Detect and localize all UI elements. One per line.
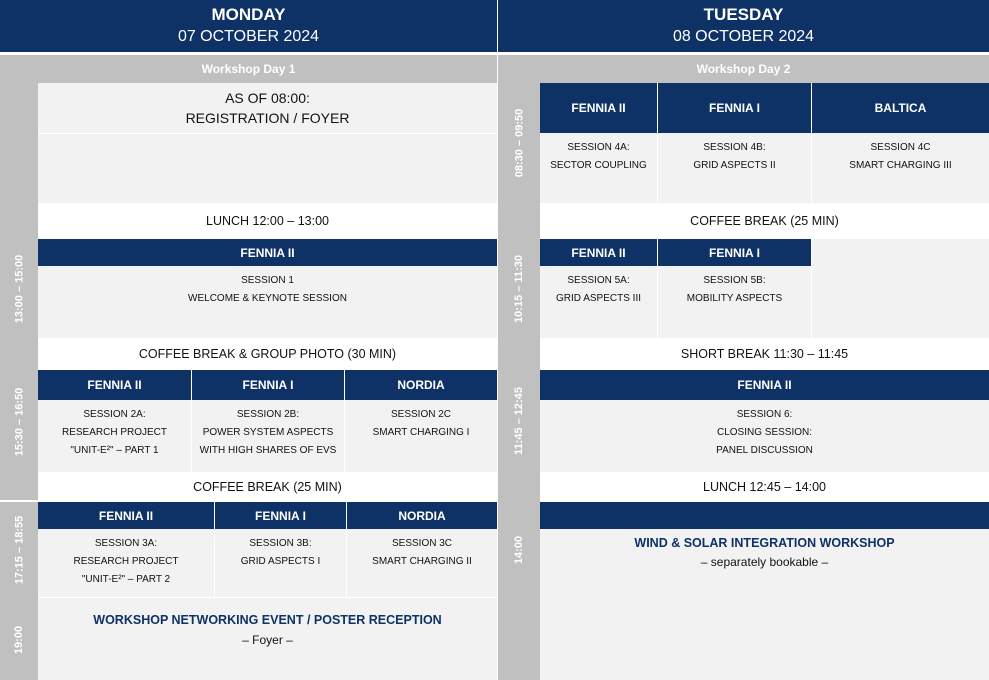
session-2c-line-2: SMART CHARGING I [372, 427, 470, 438]
tuesday-time-slot-1 [498, 83, 540, 203]
session-2b-line-3: WITH HIGH SHARES OF EVS [199, 445, 337, 456]
monday-coffee-break-1-label: COFFEE BREAK & GROUP PHOTO (30 MIN) [138, 347, 397, 361]
tuesday-time-label-1: 08:30 – 09:50 [513, 108, 525, 178]
session-3c-room [347, 502, 497, 529]
session-2a-cell [38, 400, 191, 472]
registration-cell [38, 83, 497, 133]
session-4b-line-2: GRID ASPECTS II [693, 160, 776, 171]
session-5-empty-cell [812, 239, 989, 338]
session-3a-room [38, 502, 214, 529]
tuesday-lunch [540, 472, 989, 502]
monday-workshop-day-bar [0, 55, 497, 83]
tuesday-day-name: TUESDAY [703, 5, 784, 24]
session-5b-room-label: FENNIA I [709, 245, 760, 260]
session-1-room-label: FENNIA II [240, 245, 295, 260]
session-6-line-2: CLOSING SESSION: [716, 427, 813, 438]
monday-date: 07 OCTOBER 2024 [177, 28, 320, 45]
session-4b-line-1: SESSION 4B: [703, 142, 766, 153]
workshop-header-bar [540, 502, 989, 529]
session-1-line-2: WELCOME & KEYNOTE SESSION [188, 293, 347, 304]
tuesday-header [498, 0, 989, 52]
tuesday-short-break-label: SHORT BREAK 11:30 – 11:45 [680, 347, 849, 361]
session-5a-room-label: FENNIA II [571, 245, 626, 260]
monday-lunch [38, 203, 497, 239]
session-4b-cell [658, 133, 811, 203]
session-2b-cell [192, 400, 344, 472]
monday-time-slot-evening [0, 600, 38, 680]
tuesday-coffee-break-label: COFFEE BREAK (25 MIN) [690, 214, 839, 228]
session-4b-room [658, 83, 811, 133]
registration-line-2: REGISTRATION / FOYER [185, 110, 350, 126]
tuesday-time-slot-3 [498, 370, 540, 472]
session-3a-line-1: SESSION 3A: [94, 538, 158, 549]
registration-line-1: AS OF 08:00: [225, 90, 310, 106]
session-4a-room-label: FENNIA II [571, 101, 626, 115]
session-4a-room [540, 83, 657, 133]
session-4a-line-1: SESSION 4A: [567, 142, 630, 153]
monday-time-label-1: 13:00 – 15:00 [13, 254, 25, 324]
tuesday-time-slot-afternoon [498, 502, 540, 597]
tuesday-coffee-break [540, 203, 989, 239]
session-3b-room-label: FENNIA I [255, 508, 306, 523]
tuesday-workshop-day-bar [498, 55, 989, 83]
tuesday-time-label-afternoon: 14:00 [512, 535, 525, 564]
networking-event-title: WORKSHOP NETWORKING EVENT / POSTER RECEPTION [93, 613, 442, 627]
tuesday-workshop-day-label: Workshop Day 2 [696, 62, 791, 76]
workshop-subtitle: – separately bookable – [700, 555, 829, 569]
session-1-room [38, 239, 497, 266]
session-3b-line-1: SESSION 3B: [249, 538, 312, 549]
tuesday-lunch-label: LUNCH 12:45 – 14:00 [703, 480, 826, 494]
session-3a-cell [38, 529, 214, 597]
session-2b-line-2: POWER SYSTEM ASPECTS [202, 427, 334, 438]
session-2b-line-1: SESSION 2B: [236, 409, 300, 420]
monday-lunch-label: LUNCH 12:00 – 13:00 [206, 214, 329, 228]
monday-coffee-break-2-label: COFFEE BREAK (25 MIN) [193, 480, 342, 494]
session-3a-line-3: "UNIT-E²" – PART 2 [81, 574, 171, 585]
session-6-line-3: PANEL DISCUSSION [716, 445, 813, 456]
monday-coffee-break-2 [38, 472, 497, 502]
tuesday-date: 08 OCTOBER 2024 [672, 28, 815, 45]
session-2c-line-1: SESSION 2C [390, 409, 452, 420]
session-3c-line-1: SESSION 3C [391, 538, 453, 549]
workshop-title: WIND & SOLAR INTEGRATION WORKSHOP [634, 536, 895, 550]
monday-header [0, 0, 497, 52]
session-6-line-1: SESSION 6: [736, 409, 793, 420]
session-3b-room [215, 502, 346, 529]
monday-day-name: MONDAY [211, 5, 286, 24]
session-4c-cell [812, 133, 989, 203]
session-5a-cell [540, 266, 657, 338]
session-4c-line-2: SMART CHARGING III [849, 160, 952, 171]
session-6-cell [540, 400, 989, 472]
networking-event-cell [38, 598, 497, 680]
session-5a-line-2: GRID ASPECTS III [555, 293, 642, 304]
session-1-line-1: SESSION 1 [241, 275, 294, 286]
session-3b-cell [215, 529, 346, 597]
session-3c-room-label: NORDIA [398, 508, 446, 523]
session-2a-line-2: RESEARCH PROJECT [61, 427, 167, 438]
monday-time-slot-3 [0, 502, 38, 597]
session-2b-room [192, 370, 344, 400]
session-1-cell [38, 266, 497, 338]
monday-time-label-3: 17:15 – 18:55 [13, 515, 25, 584]
session-2a-room [38, 370, 191, 400]
session-3a-line-2: RESEARCH PROJECT [73, 556, 179, 567]
session-5a-line-1: SESSION 5A: [567, 275, 630, 286]
session-5b-line-2: MOBILITY ASPECTS [686, 293, 783, 304]
session-4a-cell [540, 133, 657, 203]
networking-event-location: – Foyer – [242, 633, 293, 647]
session-5b-line-1: SESSION 5B: [703, 275, 766, 286]
session-3c-line-2: SMART CHARGING II [372, 556, 472, 567]
tuesday-time-label-2: 10:15 – 11:30 [513, 254, 526, 323]
session-5b-cell [658, 266, 811, 338]
session-5b-room [658, 239, 811, 266]
session-2a-line-1: SESSION 2A: [83, 409, 146, 420]
session-6-room-label: FENNIA II [737, 378, 792, 392]
session-2b-room-label: FENNIA I [242, 378, 294, 392]
session-4a-line-2: SECTOR COUPLING [550, 160, 647, 171]
session-2c-room-label: NORDIA [397, 378, 445, 392]
session-3c-cell [347, 529, 497, 597]
monday-coffee-break-1 [38, 338, 497, 370]
session-5-divider-2 [811, 239, 812, 338]
tuesday-short-break [540, 338, 989, 370]
monday-time-label-evening: 19:00 [12, 625, 25, 655]
session-2c-room [345, 370, 497, 400]
monday-time-slot-1 [0, 240, 38, 338]
registration-empty-cell [38, 134, 497, 203]
session-4c-room-label: BALTICA [874, 101, 927, 115]
session-6-room [540, 370, 989, 400]
tuesday-time-label-3: 11:45 – 12:45 [513, 387, 526, 455]
session-4c-line-1: SESSION 4C [870, 142, 931, 153]
monday-time-label-2: 15:30 – 16:50 [13, 387, 25, 457]
session-3a-room-label: FENNIA II [98, 508, 154, 523]
session-2a-line-3: "UNIT-E²" – PART 1 [70, 445, 159, 456]
session-4b-room-label: FENNIA I [709, 101, 760, 115]
tuesday-time-slot-2 [498, 239, 540, 338]
session-3b-line-2: GRID ASPECTS I [240, 556, 321, 567]
session-2c-cell [345, 400, 497, 472]
workshop-cell [540, 529, 989, 680]
monday-workshop-day-label: Workshop Day 1 [201, 62, 296, 76]
session-5a-room [540, 239, 657, 266]
session-2a-room-label: FENNIA II [87, 378, 142, 392]
session-4c-room [812, 83, 989, 133]
monday-time-slot-2 [0, 372, 38, 472]
